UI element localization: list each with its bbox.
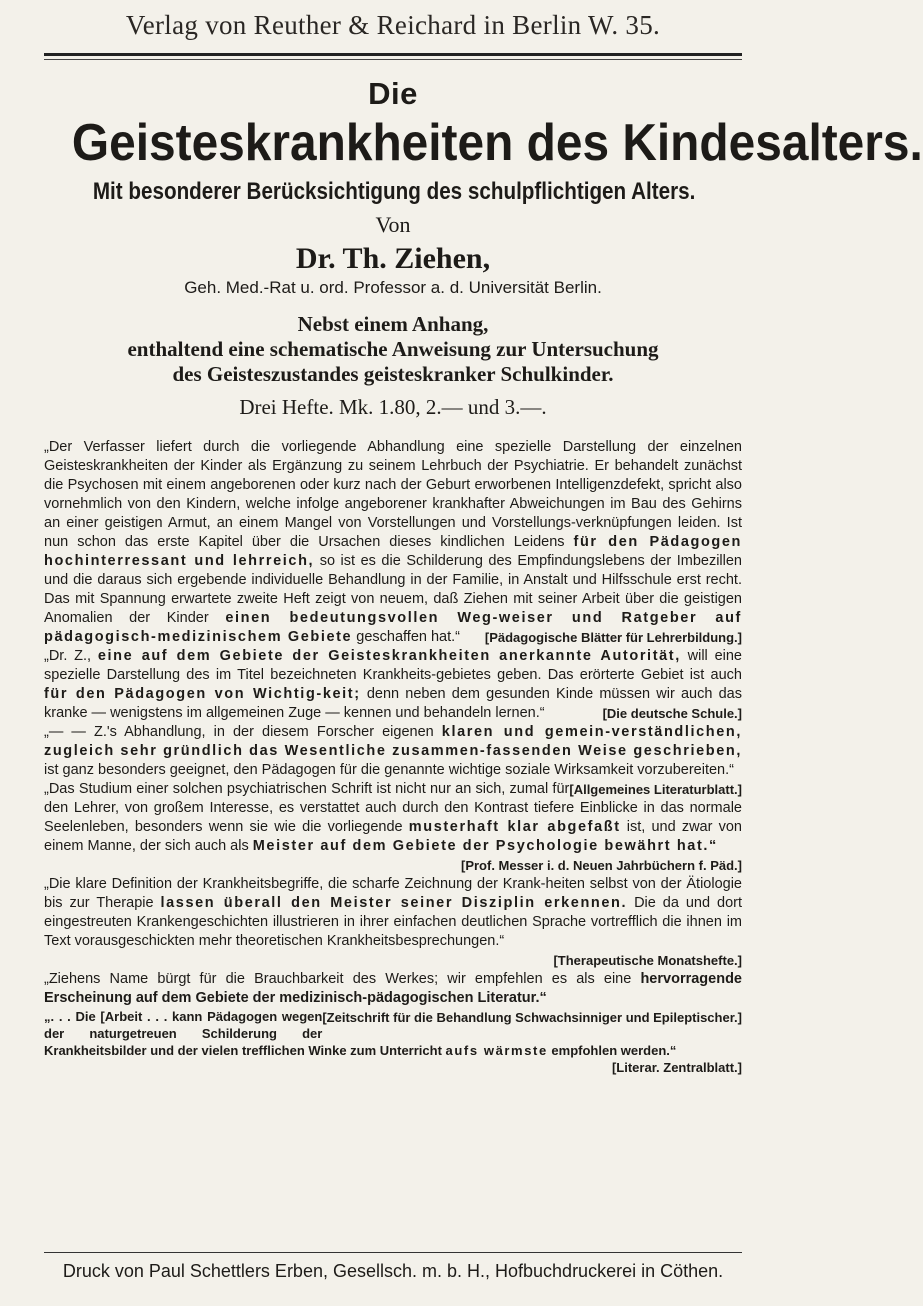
- divider-thin: [44, 59, 742, 60]
- reviews-section: [44, 438, 743, 1075]
- appendix-note: [44, 312, 742, 387]
- publisher-line: Verlag von Reuther & Reichard in Berlin W. 35.: [125, 10, 661, 40]
- book-title: Geisteskrankheiten des Kindesalters.: [71, 114, 923, 172]
- appendix-line-3: des Geisteszustandes geisteskranker Schulkinder.: [172, 362, 614, 386]
- volumes-price: Drei Hefte. Mk. 1.80, 2.— und 3.—.: [239, 395, 547, 419]
- book-subtitle: Mit besonderer Berücksichtigung des schulpflichtigen Alters.: [92, 178, 696, 205]
- author-title: Geh. Med.-Rat u. ord. Professor a. d. Universität Berlin.: [184, 278, 602, 297]
- review-source: [Allgemeines Literaturblatt.]: [569, 782, 742, 797]
- review-source: [Zeitschrift für die Behandlung Schwachsinniger und Epileptischer.]: [322, 1010, 742, 1025]
- author-name: Dr. Th. Ziehen,: [295, 242, 491, 275]
- review-4: „Das Studium einer solchen psychiatrischen Schrift ist nicht nur an sich, zumal für den Lehrer, von großem Interesse, es verstattet auch durch den Kontrast tiefere Einblicke in das normale Seelenleben, besonders wenn sie wie die vorliegende musterhaft klar abgefaßt ist, und zwar von einem Manne, der sich auch als Meister auf dem Gebiete der Psychologie bewährt hat.“ [Prof. Messer i. d. Neuen Jahrbüchern f. Päd.]: [44, 781, 742, 873]
- appendix-line-2: enthaltend eine schematische Anweisung zur Untersuchung: [127, 337, 659, 361]
- appendix-line-1: Nebst einem Anhang,: [297, 312, 489, 336]
- printer-imprint: Druck von Paul Schettlers Erben, Gesellsch. m. b. H., Hofbuchdruckerei in Cöthen.: [44, 1252, 742, 1282]
- divider-thick: [44, 53, 742, 56]
- title-article: Die: [368, 76, 418, 111]
- review-2: „Dr. Z., eine auf dem Gebiete der Geisteskrankheiten anerkannte Autorität, will eine spezielle Darstellung des im Titel bezeichneten Krankheits-gebietes geben. Das erörterte Gebiet ist auch für den Pädagogen von Wichtig-keit; denn neben dem gesunden Kinde müssen wir auch das kranke — wenigstens im allgemeinen Zuge — kennen und behandeln lernen.“ [Die deutsche Schule.]: [44, 648, 742, 721]
- review-7: „. . . Die [Arbeit . . . kann Pädagogen wegen der naturgetreuen Schilderung der Krankheitsbilder und der vielen trefflichen Winke zum Unterricht aufs wärmste empfohlen werden.“ [Literar. Zentralblatt.]: [44, 1009, 742, 1075]
- review-source: [Die deutsche Schule.]: [602, 706, 742, 721]
- review-6: „Ziehens Name bürgt für die Brauchbarkeit des Werkes; wir empfehlen es als eine hervorragende Erscheinung auf dem Gebiete der medizinisch-pädagogischen Literatur.“ [Zeitschrift für die Behandlung Schwachsinniger und Epileptischer.]: [44, 971, 742, 1025]
- by-label: Von: [375, 212, 411, 237]
- review-source: [Prof. Messer i. d. Neuen Jahrbüchern f. Päd.]: [460, 858, 742, 873]
- review-source: [Literar. Zentralblatt.]: [611, 1060, 742, 1075]
- review-source: [Therapeutische Monatshefte.]: [553, 953, 742, 968]
- review-5: „Die klare Definition der Krankheitsbegriffe, die scharfe Zeichnung der Krank-heiten selbst von der Ätiologie bis zur Therapie lassen überall den Meister seiner Disziplin erkennen. Die da und dort eingestreuten Krankengeschichten illustrieren in ihrer einfachen deutlichen Sprache vortrefflich die ihnen im Text vorausgeschickten mehr theoretischen Krankheitsbesprechungen.“ [Therapeutische Monatshefte.]: [44, 876, 743, 968]
- review-source: [Pädagogische Blätter für Lehrerbildung.]: [484, 630, 742, 645]
- review-3: „— — Z.'s Abhandlung, in der diesem Forscher eigenen klaren und gemein-verständlichen, zugleich sehr gründlich das Wesentliche zusammen-fassenden Weise geschrieben, ist ganz besonders geeignet, den Pädagogen für die genannte wichtige soziale Wirksamkeit vorzubereiten.“ [Allgemeines Literaturblatt.]: [44, 724, 743, 797]
- review-1: „Der Verfasser liefert durch die vorliegende Abhandlung eine spezielle Darstellung der einzelnen Geisteskrankheiten der Kinder als Ergänzung zu seinem Lehrbuch der Psychiatrie. Er behandelt zunächst die Psychosen mit einem angeborenen oder kurz nach der Geburt erworbenen Intelligenzdefekt, spricht also vornehmlich von den Kindern, welche infolge angeborener krankhafter Abweichungen im Bau des Gehirns an einer geistigen Armut, an einem Mangel von Vorstellungen und Vorstellungs-verknüpfungen leiden. Ist nun schon das erste Kapitel über die Ursachen dieses kindlichen Leidens für den Pädagogen hochinterressant und lehrreich, so ist es die Schilderung des Empfindungslebens der Imbezillen und die daraus sich ergebende individuelle Behandlung in der Familie, in Anstalt und Hilfsschule erst recht. Das mit Spannung erwartete zweite Heft zeigt von neuem, daß Ziehen mit seiner Arbeit über die geistigen Anomalien der Kinder einen bedeutungsvollen Weg-weiser und Ratgeber auf pädagogisch-medizinischem Gebiete geschaffen hat.“ [Pädagogische Blätter für Lehrerbildung.]: [44, 439, 743, 645]
